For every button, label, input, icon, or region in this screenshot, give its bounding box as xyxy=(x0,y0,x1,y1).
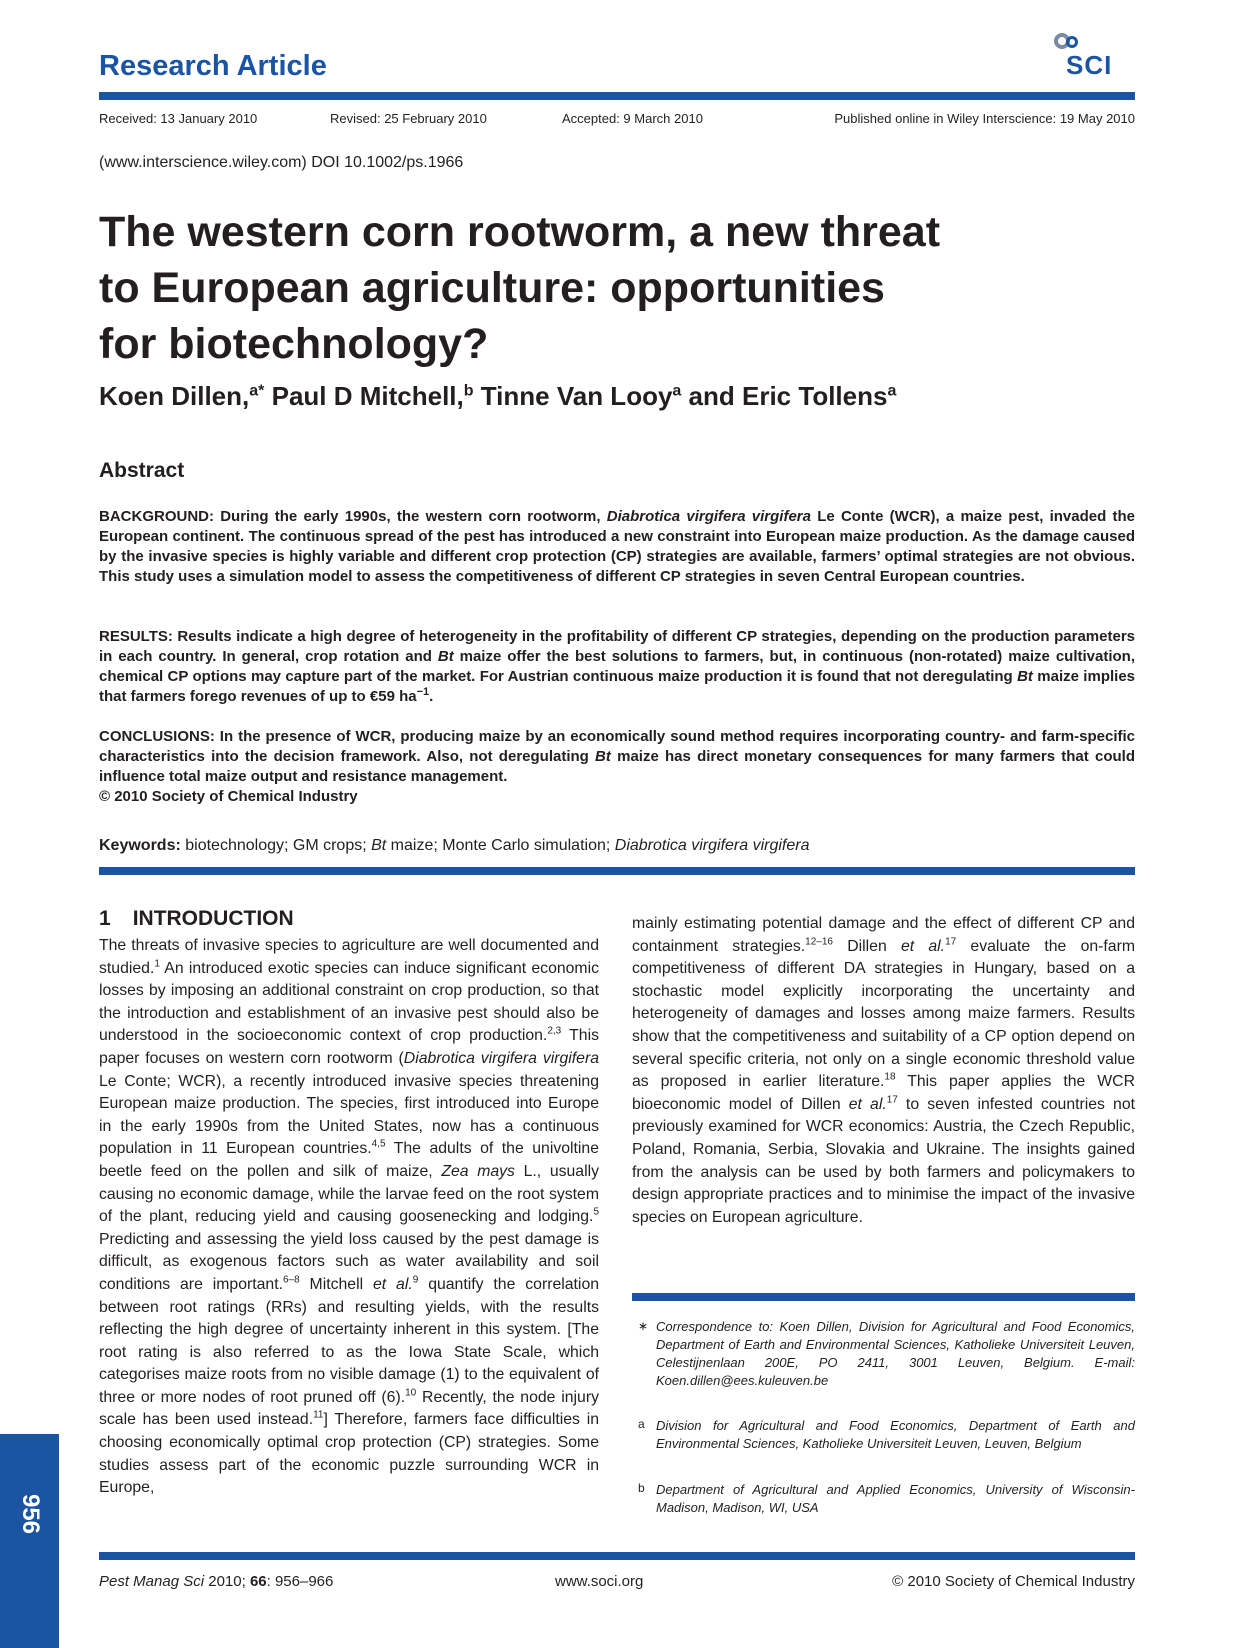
logo-ring-icon xyxy=(1066,36,1078,48)
author-name: and Eric Tollens xyxy=(681,381,888,411)
footnote-mark: ∗ xyxy=(638,1319,649,1333)
title-line: to European agriculture: opportunities xyxy=(99,264,885,312)
page-number: 956 xyxy=(17,1493,44,1535)
sci-logo xyxy=(1052,30,1128,82)
author-name: Paul D Mitchell, xyxy=(264,381,464,411)
author-name: Koen Dillen, xyxy=(99,381,250,411)
header-rule xyxy=(99,92,1135,100)
section-label: Research Article xyxy=(99,50,327,82)
abstract-heading: Abstract xyxy=(99,459,185,482)
author-affiliation-mark: b xyxy=(463,382,474,400)
abstract-conclusions: CONCLUSIONS: In the presence of WCR, producing maize by an economically sound method requires incorporating country- and farm-specific characteristics into the decision framework. Also, not deregulating Bt maize has direct monetary consequences for many farmers that could influence total maize output and resistance management. © 2010 Society of Chemical Industry xyxy=(99,728,1135,805)
keywords-label: Keywords: xyxy=(99,837,181,854)
title-line: The western corn rootworm, a new threat xyxy=(99,208,941,256)
footer-rule xyxy=(99,1552,1135,1560)
author-name: Tinne Van Looy xyxy=(473,381,673,411)
accepted-date: Accepted: 9 March 2010 xyxy=(562,111,703,126)
doi-line[interactable]: (www.interscience.wiley.com) DOI 10.1002/ps.1966 xyxy=(99,154,464,171)
section-heading xyxy=(99,907,294,931)
section-title: INTRODUCTION xyxy=(132,907,294,930)
footnote-rule xyxy=(632,1293,1135,1301)
footnote-mark: a xyxy=(638,1417,645,1431)
intro-left-column: The threats of invasive species to agriculture are well documented and studied.$^1$ An introduced exotic species can induce significant economic losses by imposing an additional constraint on crop production, so that the introduction and establishment of an invasive pest should also be understood in the socioeconomic context of crop production.$^{2,3}$ This paper focuses on western corn rootworm (Diabrotica virgifera virgifera Le Conte; WCR), a recently introduced invasive species threatening European maize production. The species, first introduced into Europe in the early 1990s from the United States, now has a continuous population in 11 European countries.$^{4,5}$ The adults of the univoltine beetle feed on the pollen and silk of maize, Zea mays L., usually causing no economic damage, while the larvae feed on the root system of the plant, reducing yield and causing goosenecking and lodging.$^5$ Predicting and assessing the yield loss caused by the pest damage is difficult, as exogenous factors such as water availability and soil conditions are important.$^{6-8}$ Mitchell et al.$^9$ quantify the correlation between root ratings (RRs) and resulting yields, with the results reflecting the high degree of uncertainty inherent in this system. [The root rating is also referred to as the Iowa State Scale, which categorises maize roots from no visible damage (1) to the equivalent of three or more nodes of root pruned off (6).$^{10}$ Recently, the node injury scale has been used instead.$^{11}$] Therefore, farmers face difficulties in choosing economically optimal crop protection (CP) strategies. Some studies assess part of the economic puzzle surrounding WCR in Europe, xyxy=(99,937,600,1497)
affiliation-b: Department of Agricultural and Applied Economics, University of Wisconsin-Madison, Madison, WI, USA xyxy=(656,1482,1135,1515)
article-title xyxy=(99,204,1059,372)
author-affiliation-mark: a xyxy=(672,382,682,400)
footnote-mark: b xyxy=(638,1481,645,1495)
received-date: Received: 13 January 2010 xyxy=(99,111,258,126)
abstract-rule xyxy=(99,867,1135,875)
journal-name: Pest Manag Sci xyxy=(99,1573,205,1590)
revised-date: Revised: 25 February 2010 xyxy=(330,111,487,126)
correspondence-footnote: Correspondence to: Koen Dillen, Division for Agricultural and Food Economics, Department of Earth and Environmental Sciences, Katholieke Universiteit Leuven, Celestijnenlaan 200E, PO 2411, 3001 Leuven, Belgium. E-mail: Koen.dillen@ees.kuleuven.be xyxy=(656,1319,1135,1388)
published-date: Published online in Wiley Interscience: 19 May 2010 xyxy=(834,111,1135,126)
abstract-background: BACKGROUND: During the early 1990s, the western corn rootworm, Diabrotica virgifera virgifera Le Conte (WCR), a maize pest, invaded the European continent. The continuous spread of the pest has introduced a new constraint into European maize production. As the damage caused by the invasive species is highly variable and different crop protection (CP) strategies are available, farmers’ optimal strategies are not obvious. This study uses a simulation model to assess the competitiveness of different CP strategies in seven Central European countries. xyxy=(99,508,1136,585)
intro-right-column: mainly estimating potential damage and the effect of different CP and containment strategies.$^{12-16}$ Dillen et al.$^{17}$ evaluate the on-farm competitiveness of different DA strategies in Hungary, based on a stochastic model explicitly incorporating the uncertainty and heterogeneity of damages and losses among maize farmers. Results show that the competitiveness and suitability of a CP option depend on several specific criteria, not only on a single economic threshold value as proposed in earlier literature.$^{18}$ This paper applies the WCR bioeconomic model of Dillen et al.$^{17}$ to seven infested countries not previously examined for WCR economics: Austria, the Czech Republic, Poland, Romania, Serbia, Slovakia and Ukraine. The insights gained from the analysis can be used by both farmers and policymakers to design appropriate practices and to minimise the impact of the invasive species on European agriculture. xyxy=(632,915,1136,1226)
abstract-copyright: © 2010 Society of Chemical Industry xyxy=(99,788,358,805)
logo-text: SCI xyxy=(1066,50,1113,80)
author-list xyxy=(99,381,896,412)
title-line: for biotechnology? xyxy=(99,320,489,368)
footer-copyright: © 2010 Society of Chemical Industry xyxy=(892,1573,1135,1590)
journal-citation: Pest Manag Sci 2010; 66: 956–966 xyxy=(99,1573,334,1590)
abstract-results: RESULTS: Results indicate a high degree of heterogeneity in the profitability of different CP strategies, depending on the production parameters in each country. In general, crop rotation and Bt maize offer the best solutions to farmers, but, in continuous (non-rotated) maize cultivation, chemical CP options may capture part of the market. For Austrian continuous maize production it is found that not deregulating Bt maize implies that farmers forego revenues of up to €59 $ha^{-1}$. xyxy=(99,628,1135,705)
volume-number: 66 xyxy=(249,1573,267,1590)
affiliation-a: Division for Agricultural and Food Economics, Department of Earth and Environmental Sciences, Katholieke Universiteit Leuven, Leuven, Belgium xyxy=(656,1418,1135,1451)
journal-website[interactable]: www.soci.org xyxy=(555,1573,644,1590)
author-affiliation-mark: a* xyxy=(249,382,265,400)
page-number-tab xyxy=(0,1434,59,1648)
author-affiliation-mark: a xyxy=(887,382,897,400)
section-number: 1 xyxy=(99,907,111,930)
keywords: Keywords: biotechnology; GM crops; Bt maize; Monte Carlo simulation; Diabrotica virgifera virgifera xyxy=(99,837,810,854)
